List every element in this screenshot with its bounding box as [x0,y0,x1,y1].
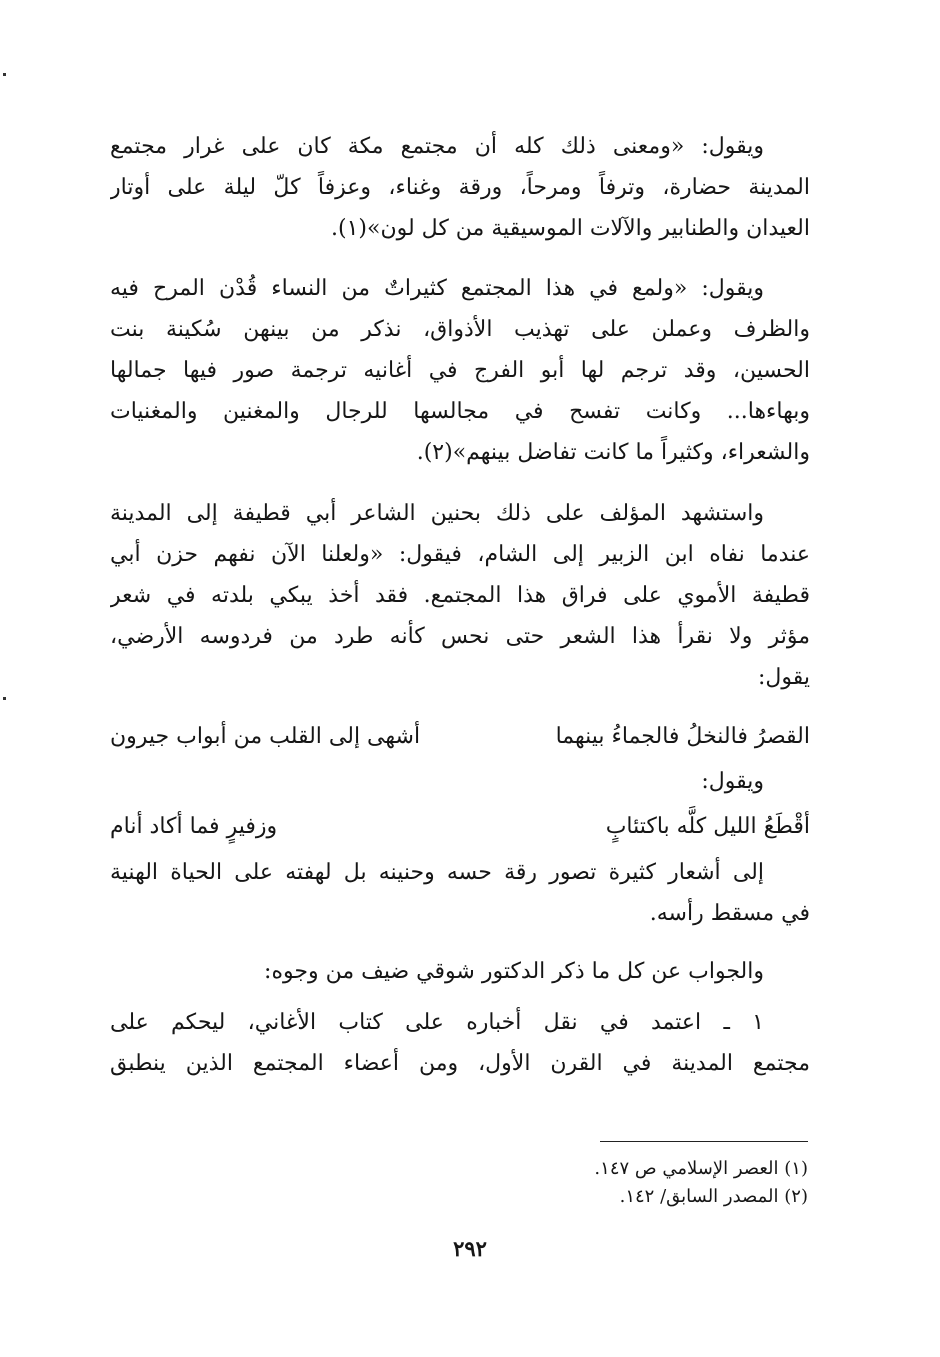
text-line: الحسين، وقد ترجم لها أبو الفرج في أغانيه ترجمة صور فيها جمالها [110,358,810,383]
answer-intro [110,951,810,992]
paragraph-2 [110,268,810,473]
continuation-paragraph [110,852,810,934]
footnote-2: (٢) المصدر السابق/ ١٤٢. [619,1186,808,1207]
poem-verse-1 [110,717,810,757]
poem-verse-2 [110,807,810,847]
text-line: ١ ـ اعتمد في نقل أخباره على كتاب الأغاني، ليحكم على [110,1010,764,1035]
text-line: ويقول: «ولمع في هذا المجتمع كثيراتٌ من النساء قُدْن المرح فيه [110,276,764,301]
footnote-divider [600,1141,808,1142]
verse-first-hemistich: أقْطَعُ الليل كلَّه باكتئابٍ [605,814,810,839]
text-line: إلى أشعار كثيرة تصور رقة حسه وحنينه بل لهفته على الحياة الهنية [110,860,764,885]
text-line: قطيفة الأموي على فراق هذا المجتمع. فقد أخذ يبكي بلدته في شعر [110,583,810,608]
text-line: ويقول: «ومعنى ذلك كله أن مجتمع مكة كان على غرار مجتمع [110,134,764,159]
scan-mark [3,697,6,700]
says-label: ويقول: [701,769,764,794]
text-line: وبهاءها... وكانت تفسح في مجالسها للرجال والمغنين والمغنيات [110,399,810,424]
text-line: في مسقط رأسه. [649,901,810,926]
text-line: واستشهد المؤلف على ذلك بحنين الشاعر أبي قطيفة إلى المدينة [110,501,764,526]
text-line: يقول: [757,665,810,690]
text-line: عندما نفاه ابن الزبير إلى الشام، فيقول: «ولعلنا الآن نفهم حزن أبي [110,542,810,567]
verse-first-hemistich: القصرُ فالنخلُ فالجماءُ بينهما [555,724,810,749]
page-number: ٢٩٢ [453,1236,487,1261]
text-line: مؤثر ولا نقرأ هذا الشعر حتى نحس كأنه طرد من فردوسه الأرضي، [110,624,810,649]
text-line: والشعراء، وكثيراً ما كانت تفاضل بينهم»(٢). [416,440,810,465]
footnote-1: (١) العصر الإسلامي ص ١٤٧. [594,1158,808,1179]
scan-mark [3,73,6,76]
text-line: والجواب عن كل ما ذكر الدكتور شوقي ضيف من وجوه: [264,959,764,984]
text-line: العيدان والطنابير والآلات الموسيقية من كل لون»(١). [331,216,810,241]
point-1 [110,1002,810,1084]
text-line: والظرف وعملن على تهذيب الأذواق، نذكر من بينهن سُكينة بنت [110,317,810,342]
text-line: مجتمع المدينة في القرن الأول، ومن أعضاء المجتمع الذين ينطبق [110,1051,810,1076]
verse-second-hemistich: أشهى إلى القلب من أبواب جيرون [110,724,421,749]
verse-intro [110,762,810,802]
paragraph-1 [110,126,810,249]
paragraph-3 [110,493,810,698]
text-line: المدينة حضارة، وترفاً ومرحاً، ورقة وغناء، وعزفاً كلّ ليلة على أوتار [110,175,810,200]
verse-second-hemistich: وزفيرٍ فما أكاد أنام [110,814,278,839]
